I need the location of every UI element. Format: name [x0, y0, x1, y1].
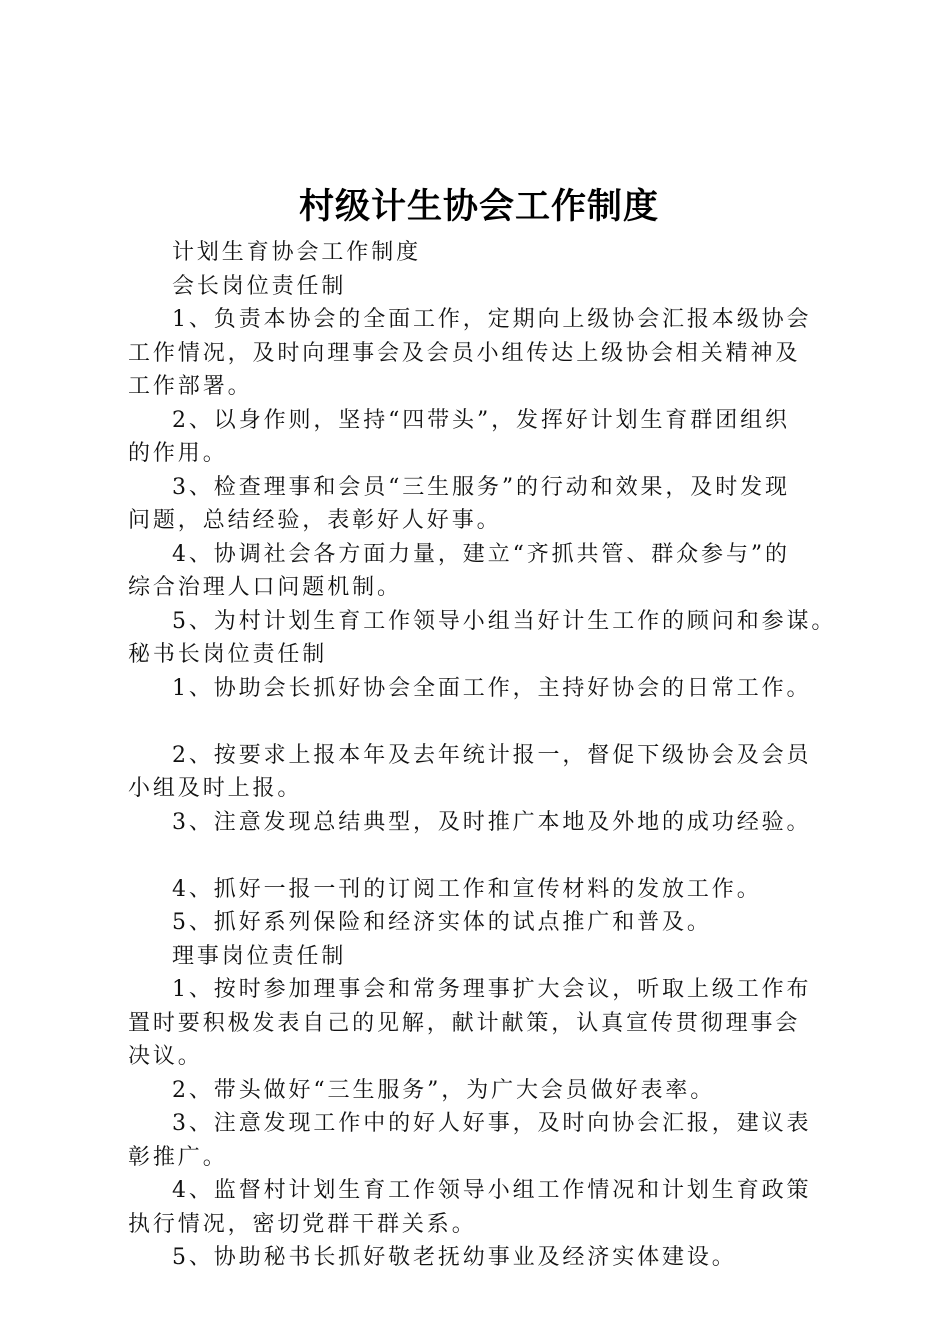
text-line: 2、按要求上报本年及去年统计报一，督促下级协会及会员 — [172, 742, 812, 768]
paragraph — [128, 303, 844, 404]
text-line: 1、按时参加理事会和常务理事扩大会议，听取上级工作布 — [172, 977, 812, 1002]
text-line: 5、协助秘书长抓好敬老抚幼事业及经济实体建设。 — [172, 1245, 737, 1270]
text-line: 4、抓好一报一刊的订阅工作和宣传材料的发放工作。 — [172, 876, 762, 902]
text-line: 秘书长岗位责任制 — [128, 642, 328, 667]
paragraph — [128, 973, 844, 1074]
paragraph — [128, 1074, 844, 1108]
paragraph — [128, 270, 844, 304]
text-line: 5、为村计划生育工作领导小组当好计生工作的顾问和参谋。 — [172, 608, 837, 634]
text-line: 4、协调社会各方面力量，建立“齐抓共管、群众参与”的 — [172, 541, 790, 567]
text-line: 理事岗位责任制 — [172, 943, 347, 969]
paragraph — [128, 739, 844, 806]
paragraph — [128, 538, 844, 605]
text-line: 计划生育协会工作制度 — [172, 240, 422, 265]
document-body — [128, 236, 844, 1275]
text-line: 工作部署。 — [128, 374, 253, 399]
text-line: 小组及时上报。 — [128, 776, 303, 801]
paragraph — [128, 1241, 844, 1275]
paragraph — [128, 940, 844, 974]
text-line: 会长岗位责任制 — [172, 273, 347, 299]
text-line: 2、带头做好“三生服务”，为广大会员做好表率。 — [172, 1077, 716, 1103]
paragraph — [128, 605, 844, 672]
text-line: 置时要积极发表自己的见解，献计献策，认真宣传贯彻理事会 — [128, 1010, 801, 1036]
text-line: 综合治理人口问题机制。 — [128, 575, 402, 600]
paragraph — [128, 404, 844, 471]
text-line: 2、以身作则，坚持“四带头”，发挥好计划生育群团组织 — [172, 407, 790, 433]
text-line: 5、抓好系列保险和经济实体的试点推广和普及。 — [172, 910, 712, 935]
text-line: 1、负责本协会的全面工作，定期向上级协会汇报本级协会 — [172, 307, 812, 332]
paragraph — [128, 672, 844, 706]
paragraph — [128, 471, 844, 538]
text-line: 3、注意发现总结典型，及时推广本地及外地的成功经验。 — [172, 809, 812, 835]
paragraph — [128, 236, 844, 270]
paragraph — [128, 1174, 844, 1241]
paragraph — [128, 1107, 844, 1174]
text-line: 1、协助会长抓好协会全面工作，主持好协会的日常工作。 — [172, 675, 812, 701]
text-line: 3、检查理事和会员“三生服务”的行动和效果，及时发现 — [172, 474, 790, 500]
paragraph — [128, 873, 844, 907]
text-line: 彰推广。 — [128, 1144, 228, 1170]
blank-line — [128, 839, 844, 873]
text-line: 问题，总结经验，表彰好人好事。 — [128, 508, 502, 533]
paragraph — [128, 906, 844, 940]
text-line: 4、监督村计划生育工作领导小组工作情况和计划生育政策 — [172, 1178, 812, 1203]
text-line: 3、注意发现工作中的好人好事，及时向协会汇报，建议表 — [172, 1111, 812, 1136]
text-line: 的作用。 — [128, 441, 228, 466]
document-title: 村级计生协会工作制度 — [298, 187, 659, 227]
text-line: 工作情况，及时向理事会及会员小组传达上级协会相关精神及 — [128, 340, 801, 366]
text-line: 执行情况，密切党群干群关系。 — [128, 1211, 477, 1237]
text-line: 决议。 — [128, 1044, 203, 1069]
blank-line — [128, 705, 844, 739]
paragraph — [128, 806, 844, 840]
